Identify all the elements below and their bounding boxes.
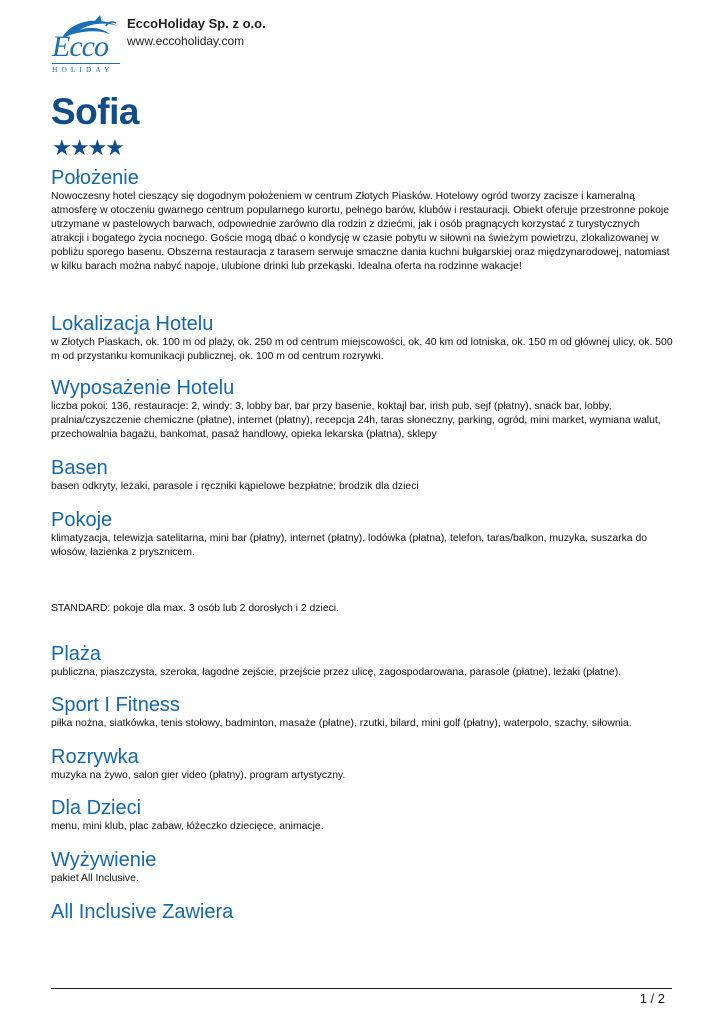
star-rating: ★★★★ xyxy=(52,135,123,160)
section-lokalizacja xyxy=(51,312,673,364)
section-heading: Pokoje xyxy=(51,509,113,531)
footer-divider xyxy=(51,988,672,989)
section-dla-dzieci xyxy=(51,796,673,834)
section-polozenie xyxy=(51,166,673,274)
section-text: basen odkryty, leżaki, parasole i ręczniki kąpielowe bezpłatne; brodzik dla dzieci xyxy=(51,481,419,492)
logo-subtitle: HOLIDAY xyxy=(52,63,120,75)
company-name: EccoHoliday Sp. z o.o. xyxy=(127,16,266,31)
section-sport-fitness xyxy=(51,693,673,731)
company-url: www.eccoholiday.com xyxy=(127,34,245,48)
section-text: Nowoczesny hotel cieszący się dogodnym położeniem w centrum Złotych Piasków. Hotelowy ogród tworzy zacisze i kameralną atmosferę w otoczeniu gwarnego centrum popularnego kurortu, pełnego barów, klubów i restauracji. Obiekt oferuje przestronne pokoje utrzymane w pastelowych barwach, odpowiednie zarówno dla rodzin z dziećmi, jak i osób pragnących korzystać z turystycznych atrakcji i bogatego życia nocnego. Goście mogą dbać o kondycję w czasie pobytu w siłowni na świeżym powietrzu, zlokalizowanej w pobliżu sporego basenu. Obszerna restauracja z tarasem serwuje smaczne dania kuchni bułgarskiej oraz międzynarodowej, natomiast w kilku barach można nabyć napoje, ulubione drinki lub przekąski. Idealna oferta na rodzinne wakacje! xyxy=(51,191,670,272)
section-text: publiczna, piaszczysta, szeroka, łagodne zejście, przejście przez ulicę, zagospodarowana, parasole (płatne), leżaki (płatne). xyxy=(51,667,622,678)
company-info xyxy=(127,16,266,49)
section-text: klimatyzacja, telewizja satelitarna, mini bar (płatny), internet (płatny), lodówka (płatna), telefon, taras/balkon, muzyka, suszarka do włosów, łazienka z prysznicem. xyxy=(51,533,647,558)
section-heading: Sport I Fitness xyxy=(51,694,180,716)
room-standard-text: STANDARD: pokoje dla max. 3 osób lub 2 dorosłych i 2 dzieci. xyxy=(51,603,339,614)
logo-wordmark: Ecco xyxy=(52,30,108,63)
page-header xyxy=(50,14,670,72)
section-heading: Basen xyxy=(51,457,108,479)
section-all-inclusive xyxy=(51,900,673,924)
section-text: muzyka na żywo, salon gier video (płatny), program artystyczny. xyxy=(51,770,346,781)
section-heading: Rozrywka xyxy=(51,746,139,768)
section-text: pakiet All Inclusive. xyxy=(51,873,139,884)
section-text: menu, mini klub, plac zabaw, łóżeczko dziecięce, animacje. xyxy=(51,821,324,832)
hotel-name: Sofia xyxy=(51,91,139,132)
section-text: liczba pokoi: 136, restauracje: 2, windy: 3, lobby bar, bar przy basenie, koktajl bar, irish pub, sejf (płatny), snack bar, lobby, pralnia/czyszczenie chemiczne (płatne), internet (płatny), recepcja 24h, taras słoneczny, parking, ogród, mini market, wymiana walut, przechowalnia bagażu, bankomat, pasaż handlowy, opieka lekarska (płatna), sklepy xyxy=(51,401,661,440)
section-plaza xyxy=(51,642,673,680)
section-heading: Położenie xyxy=(51,167,139,189)
section-heading: Plaża xyxy=(51,643,102,665)
page-number: 1 / 2 xyxy=(639,991,665,1006)
section-wyzywienie xyxy=(51,848,673,886)
section-heading: Wyżywienie xyxy=(51,849,157,871)
section-heading: Dla Dzieci xyxy=(51,797,142,819)
section-pokoje xyxy=(51,508,673,616)
section-text: w Złotych Piaskach, ok. 100 m od plaży, ok. 250 m od centrum miejscowości, ok. 40 km od lotniska, ok. 150 m od głównej ulicy, ok. 500 m od przystanku komunikacji publicznej, ok. 100 m od centrum rozrywki. xyxy=(51,337,673,362)
section-rozrywka xyxy=(51,745,673,783)
section-text: piłka nożna, siatkówka, tenis stołowy, badminton, masaże (płatne), rzutki, bilard, mini golf (płatny), waterpolo, szachy, siłownia. xyxy=(51,718,632,729)
section-wyposazenie xyxy=(51,376,673,442)
section-heading: Wyposażenie Hotelu xyxy=(51,377,235,399)
section-heading: All Inclusive Zawiera xyxy=(51,901,234,923)
section-basen xyxy=(51,456,673,494)
section-heading: Lokalizacja Hotelu xyxy=(51,313,214,335)
